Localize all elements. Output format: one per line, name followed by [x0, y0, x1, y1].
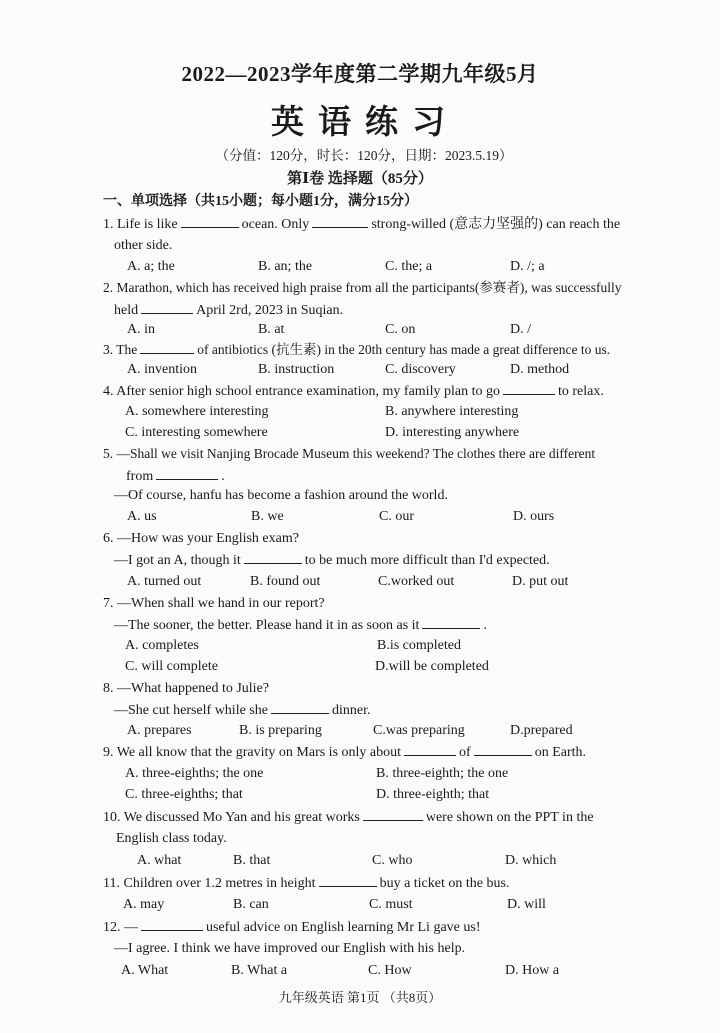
q5-option-d[interactable]: D. ours — [513, 509, 555, 524]
q9-option-a[interactable]: A. three-eighths; the one — [125, 766, 264, 781]
q7-option-c[interactable]: C. will complete — [125, 659, 218, 674]
q5-option-a[interactable]: A. us — [127, 509, 157, 524]
q12-option-c[interactable]: C. How — [368, 963, 412, 978]
q9-option-c[interactable]: C. three-eighths; that — [125, 787, 243, 802]
q8-option-b[interactable]: B. is preparing — [239, 723, 322, 738]
question-9-stem: 9. We all know that the gravity on Mars is only about of on Earth. — [103, 745, 587, 760]
question-5-stem: 5. —Shall we visit Nanjing Brocade Museum this weekend? The clothes there are different — [103, 446, 596, 461]
q8-option-a[interactable]: A. prepares — [127, 723, 192, 738]
q8-option-c[interactable]: C.was preparing — [373, 723, 465, 738]
question-5-stem-cont: from . — [126, 469, 225, 484]
question-10-stem: 10. We discussed Mo Yan and his great works were shown on the PPT in the — [103, 810, 594, 825]
question-3-stem: 3. The of antibiotics (抗生素) in the 20th century has made a great difference to us. — [103, 342, 611, 357]
q4-option-c[interactable]: C. interesting somewhere — [125, 425, 268, 440]
question-12-stem: 12. — useful advice on English learning Mr Li gave us! — [103, 920, 481, 935]
q9-option-d[interactable]: D. three-eighth; that — [376, 787, 490, 802]
q6-option-a[interactable]: A. turned out — [127, 574, 202, 589]
q5-option-b[interactable]: B. we — [251, 509, 284, 524]
q9-option-b[interactable]: B. three-eighth; the one — [376, 766, 509, 781]
part-heading: 第Ⅰ卷 选择题（85分） — [287, 171, 433, 187]
q7-option-a[interactable]: A. completes — [125, 638, 199, 653]
q3-option-a[interactable]: A. invention — [127, 362, 197, 377]
q7-option-d[interactable]: D.will be completed — [375, 659, 489, 674]
question-6-stem: 6. —How was your English exam? — [103, 531, 299, 546]
question-4-stem: 4. After senior high school entrance examination, my family plan to go to relax. — [103, 384, 604, 399]
section-title: 一、单项选择（共15小题；每小题1分，满分15分） — [103, 194, 418, 209]
q2-option-a[interactable]: A. in — [127, 322, 155, 337]
q11-option-b[interactable]: B. can — [233, 897, 269, 912]
q4-option-a[interactable]: A. somewhere interesting — [125, 404, 269, 419]
q2-option-b[interactable]: B. at — [258, 322, 285, 337]
q10-option-c[interactable]: C. who — [372, 853, 413, 868]
q4-option-b[interactable]: B. anywhere interesting — [385, 404, 519, 419]
question-2-stem: 2. Marathon, which has received high praise from all the participants(参赛者), was successfully — [103, 280, 622, 295]
q3-option-b[interactable]: B. instruction — [258, 362, 335, 377]
q10-option-a[interactable]: A. what — [137, 853, 182, 868]
question-8-stem: 8. —What happened to Julie? — [103, 681, 270, 696]
q12-option-d[interactable]: D. How a — [505, 963, 560, 978]
q4-option-d[interactable]: D. interesting anywhere — [385, 425, 520, 440]
q1-option-c[interactable]: C. the; a — [385, 259, 433, 274]
question-10-stem-cont: English class today. — [116, 831, 227, 846]
question-11-stem: 11. Children over 1.2 metres in height buy a ticket on the bus. — [103, 876, 510, 891]
q6-option-b[interactable]: B. found out — [250, 574, 321, 589]
q5-option-c[interactable]: C. our — [379, 509, 414, 524]
q6-option-c[interactable]: C.worked out — [378, 574, 455, 589]
question-8-reply: —She cut herself while she dinner. — [114, 703, 371, 718]
question-7-stem: 7. —When shall we hand in our report? — [103, 596, 325, 611]
question-2-stem-cont: held April 2rd, 2023 in Suqian. — [114, 303, 344, 318]
question-12-reply: —I agree. I think we have improved our English with his help. — [114, 941, 466, 956]
question-5-reply: —Of course, hanfu has become a fashion around the world. — [114, 488, 448, 503]
q12-option-a[interactable]: A. What — [121, 963, 169, 978]
exam-info: （分值：120分，时长：120分，日期：2023.5.19） — [215, 148, 513, 163]
question-1-stem-cont: other side. — [114, 238, 173, 253]
exam-title-top: 2022—2023学年度第二学期九年级5月 — [181, 62, 539, 86]
q2-option-d[interactable]: D. / — [510, 322, 531, 337]
q3-option-d[interactable]: D. method — [510, 362, 570, 377]
q12-option-b[interactable]: B. What a — [231, 963, 288, 978]
q11-option-d[interactable]: D. will — [507, 897, 546, 912]
question-7-reply: —The sooner, the better. Please hand it in as soon as it . — [114, 618, 487, 633]
q1-option-d[interactable]: D. /; a — [510, 259, 545, 274]
q11-option-c[interactable]: C. must — [369, 897, 413, 912]
q1-option-a[interactable]: A. a; the — [127, 259, 175, 274]
page-footer: 九年级英语 第1页 （共8页） — [278, 990, 442, 1005]
question-6-reply: —I got an A, though it to be much more difficult than I'd expected. — [114, 553, 550, 568]
q10-option-d[interactable]: D. which — [505, 853, 557, 868]
question-1-stem: 1. Life is like ocean. Only strong-willed (意志力坚强的) can reach the — [103, 217, 621, 232]
q2-option-c[interactable]: C. on — [385, 322, 416, 337]
q8-option-d[interactable]: D.prepared — [510, 723, 573, 738]
q1-option-b[interactable]: B. an; the — [258, 259, 313, 274]
q6-option-d[interactable]: D. put out — [512, 574, 569, 589]
q11-option-a[interactable]: A. may — [123, 897, 165, 912]
q7-option-b[interactable]: B.is completed — [377, 638, 461, 653]
q10-option-b[interactable]: B. that — [233, 853, 271, 868]
q3-option-c[interactable]: C. discovery — [385, 362, 456, 377]
exam-title-main: 英语练习 — [271, 105, 459, 141]
